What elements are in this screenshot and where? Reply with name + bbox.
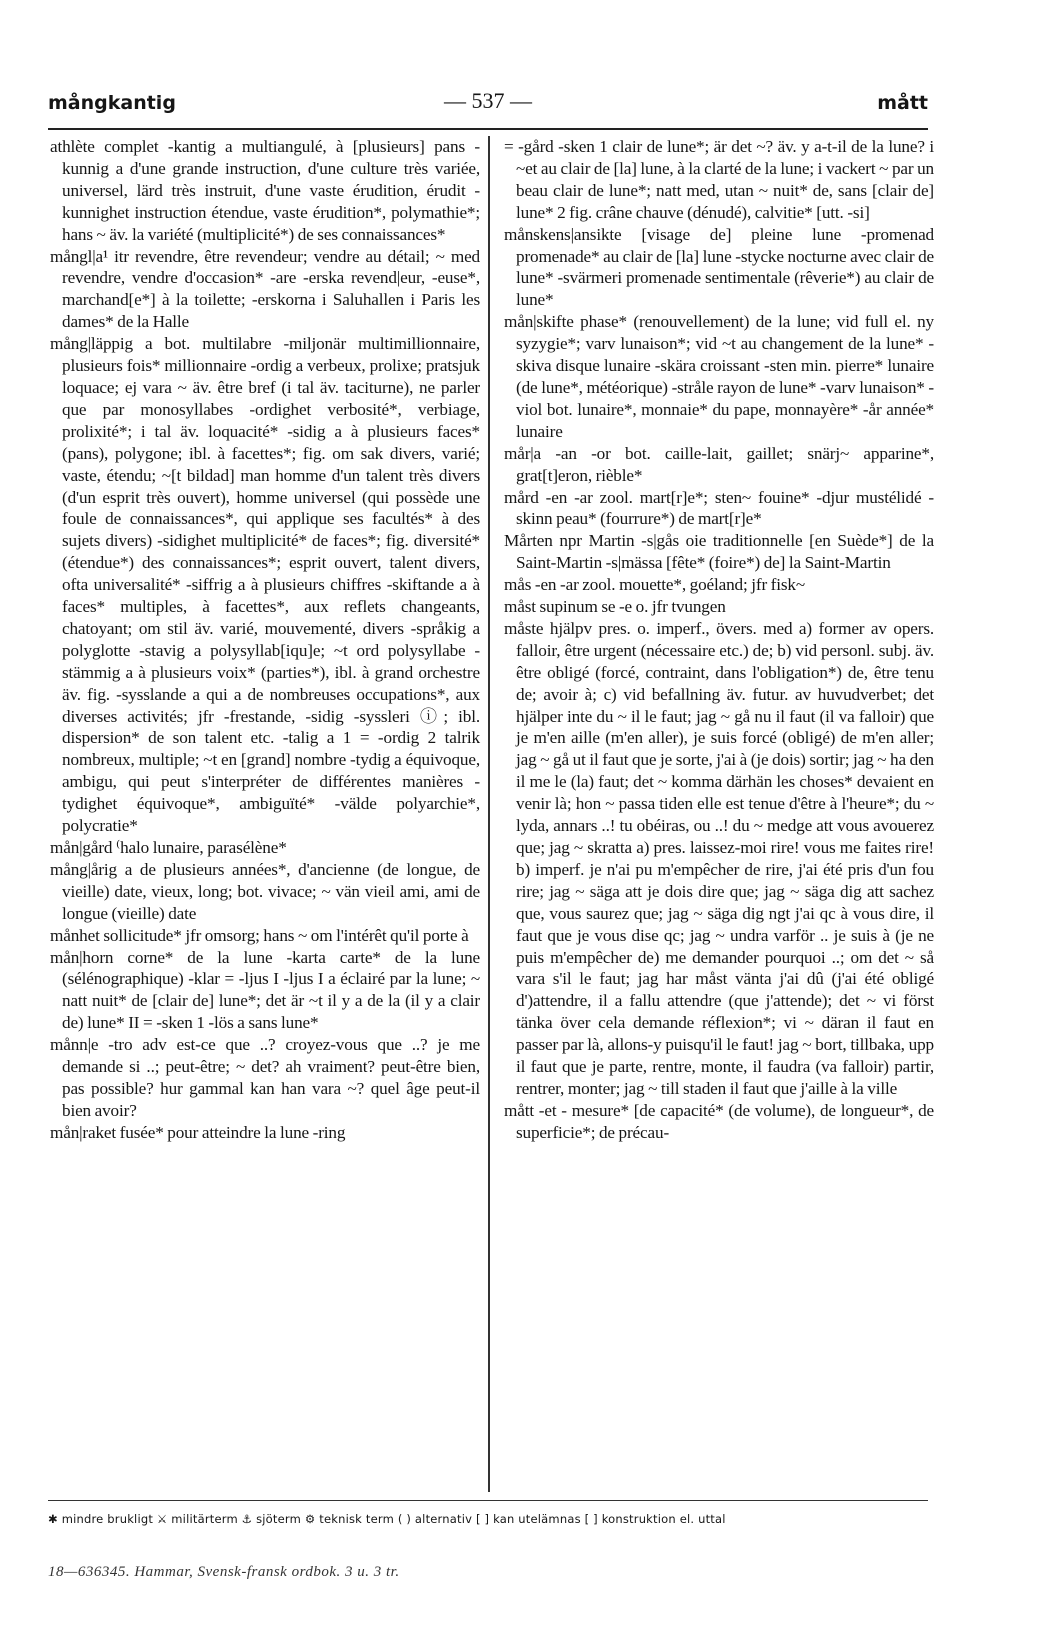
page-header: [48, 88, 928, 124]
left-column: [50, 136, 480, 1144]
dictionary-entry: mån|horn corne* de la lune -karta carte* de la lune (sélénographique) -klar = -ljus I -ljus I a éclairé par la lune; ~ natt nuit* de [clair de] lune*; det är ~t il y a de la (il y a clair de) lune* II = -sken 1 -lös a sans lune*: [50, 947, 480, 1033]
dictionary-entry: månn|e -tro adv est-ce que ..? croyez-vous que ..? je me demande si ..; peut-être; ~ det? ah vraiment? peut-être bien, pas possible? hur gammal kan han vara ~? quel âge peut-il bien avoir?: [50, 1035, 480, 1120]
dictionary-entry: måste hjälpv pres. o. imperf., övers. med a) former av opers. falloir, être urgent (nécessaire etc.) de; b) vid personl. subj. äv. être obligé (forcé, contraint, dans l'obligation*) de, être tenu de; avoir à; c) vid befallning äv. futur. av huvudverbet; det hjälper inte du ~ il le faut; jag ~ gå nu il faut (il va falloir) que je m'en aille (m'en aller), je suis forcé (obligé) de m'en aller; jag ~ gå ut il faut que je sorte, j'ai à (je dois) sortir; jag ~ ha den il me le (la) faut; det ~ komma därhän les choses* devaient en venir là; hon ~ passa tiden elle est tenue d'être à l'heure*; du ~ lyda, annars ..! tu obéiras, ou ..! du ~ medge att vous avouerez que; jag ~ skratta a) pres. laissez-moi rire! vous me faites rire! b) imperf. je n'ai pu m'empêcher de rire, j'ai été pris d'un fou rire; jag ~ säga att je dois dire que; jag ~ säga dig att sachez que, vous saurez que; jag ~ säga dig ngt j'ai qc à vous dire, il faut que je vous dise qc; jag ~ undra varför .. je suis à (je ne puis m'empêcher de) me demander pourquoi ..; om det ~ så vara s'il le faut; jag har måst vänta j'ai dû (j'ai été obligé d')attendre, il a fallu attendre (que j'attende); det ~ vi först tänka över cela demande réflexion*; vi ~ däran il faut en passer par là, allons-y puisqu'il le faut! jag ~ bort, tillbaka, upp il faut que je parte, rentre, monte, il faudra (va falloir) partir, rentrer, monter; jag ~ till staden il faut que j'aille à la ville: [504, 618, 934, 1098]
printer-imprint: 18—636345. Hammar, Svensk-fransk ordbok. 3 u. 3 tr.: [48, 1564, 400, 1580]
dictionary-entry: mård -en -ar zool. mart[r]e*; sten~ fouine* -djur mustélidé -skinn peau* (fourrure*) de mart[r]e*: [504, 487, 934, 529]
dictionary-entry: mått -et - mesure* [de capacité* (de volume), de longueur*, de superficie*; de précau-: [504, 1100, 934, 1142]
dictionary-entry: månhet sollicitude* jfr omsorg; hans ~ om l'intérêt qu'il porte à: [50, 925, 469, 945]
header-first-word: mångkantig: [48, 92, 176, 114]
dictionary-entry: mår|a -an -or bot. caille-lait, gaillet; snärj~ apparine*, grat[t]eron, rièble*: [504, 443, 934, 485]
right-column: [504, 136, 934, 1144]
dictionary-entry: Mårten npr Martin -s|gås oie traditionnelle [en Suède*] de la Saint-Martin -s|mässa [fête* (foire*) de] la Saint-Martin: [504, 531, 934, 573]
column-divider: [488, 136, 490, 1492]
dictionary-entry: mån|gård ⁽halo lunaire, parasélène*: [50, 838, 287, 857]
dictionary-entry: athlète complet -kantig a multiangulé, à [plusieurs] pans -kunnig a d'une grande instruction, d'une culture très variée, universel, lärd très instruit, d'une vaste érudition, érudit -kunnighet instruction étendue, vaste érudition*, polymathie*; hans ~ äv. la variété (multiplicité*) de ses connaissances*: [50, 137, 480, 244]
symbol-legend: ✱ mindre brukligt ⚔ militärterm ⚓ sjöterm ⚙ teknisk term ( ) alternativ [ ] kan utelämnas [ ] konstruktion el. uttal: [48, 1512, 726, 1526]
dictionary-entry: mångl|a¹ itr revendre, être revendeur; vendre au détail; ~ med revendre, vendre d'occasion* -are -erska revend|eur, -euse*, marchand[e*] à la toilette; -erskorna i Saluhallen i Paris les dames* de la Halle: [50, 246, 480, 332]
header-last-word: mått: [877, 92, 928, 114]
footer-rule: [48, 1500, 928, 1501]
dictionary-entry: = -gård -sken 1 clair de lune*; är det ~? äv. y a-t-il de la lune? i ~et au clair de [la] lune, à la clarté de la lune; i vackert ~ par un beau clair de lune*; natt med, utan ~ nuit* de, sans [clair de] lune* 2 fig. crâne chauve (dénudé), calvitie* [utt. -si]: [504, 137, 934, 222]
dictionary-entry: mås -en -ar zool. mouette*, goéland; jfr fisk~: [504, 575, 806, 595]
dictionary-entry: mån|skifte phase* (renouvellement) de la lune; vid full el. ny syzygie*; varv lunaison*; vid ~t au changement de la lune* -skiva disque lunaire -skära croissant -sten min. pierre* lunaire (de lune*, météorique) -stråle rayon de lune* -varv lunaison* -viol bot. lunaire*, monnaie* du pape, monnayère* -år année* lunaire: [504, 312, 934, 441]
dictionary-entry: mång|läppig a bot. multilabre -miljonär multimillionnaire, plusieurs fois* millionnaire -ordig a verbeux, prolixe; pratsjuk loquace; ej vara ~ äv. être bref (i tal äv. taciturne), ne parler que par monosyllabes -ordighet verbosité*, verbiage, prolixité*; i tal äv. loquacité* -sidig a à plusieurs faces* (pans), polygone; ibl. à facettes*; fig. om sak divers, varié; vaste, étendu; ~[t bildad] man homme d'un talent très divers (d'un esprit très ouvert), homme universel (qui possède une foule de connaissances*, qui applique ses facultés* à des sujets divers) -sidighet multiplicité* de faces*; fig. diversité* (étendue*) des connaissances*; esprit ouvert, talent divers, ofta universalité* -siffrig a à plusieurs chiffres -skiftande a à faces* multiples, à facettes*, aux reflets changeants, chatoyant; om stil äv. varié, mouvementé, divers -språkig a polyglotte -stavig a polysyllab[iqu]e; ~t ord polysyllabe -stämmig a à plusieurs voix* (parties*), ibl. à grand orchestre äv. fig. -sysslande a qui a de nombreuses occupations*, aux diverses activités; jfr -frestande, -sidig -syssleri ⓘ; ibl. dispersion* de son talent etc. -talig a 1 = -ordig 2 talrik nombreux, multiple; ~t en [grand] nombre -tydig a équivoque, ambigu, qui peut s'interpréter de différentes manières -tydighet équivoque*, ambiguïté* -välde polyarchie*, polycratie*: [50, 334, 480, 836]
dictionary-entry: månskens|ansikte [visage de] pleine lune -promenad promenade* au clair de [la] lune -stycke nocturne avec clair de lune* -svärmeri promenade sentimentale (rêverie*) au clair de lune*: [504, 224, 934, 310]
dictionary-entry: mån|raket fusée* pour atteindre la lune -ring: [50, 1122, 346, 1142]
page-number: — 537 —: [444, 88, 532, 113]
dictionary-entry: mång|årig a de plusieurs années*, d'ancienne (de longue, de vieille) date, vieux, long; bot. vivace; ~ vän vieil ami, ami de longue (vieille) date: [50, 859, 480, 923]
header-rule: [48, 128, 928, 130]
dictionary-entry: måst supinum se -e o. jfr tvungen: [504, 597, 726, 617]
